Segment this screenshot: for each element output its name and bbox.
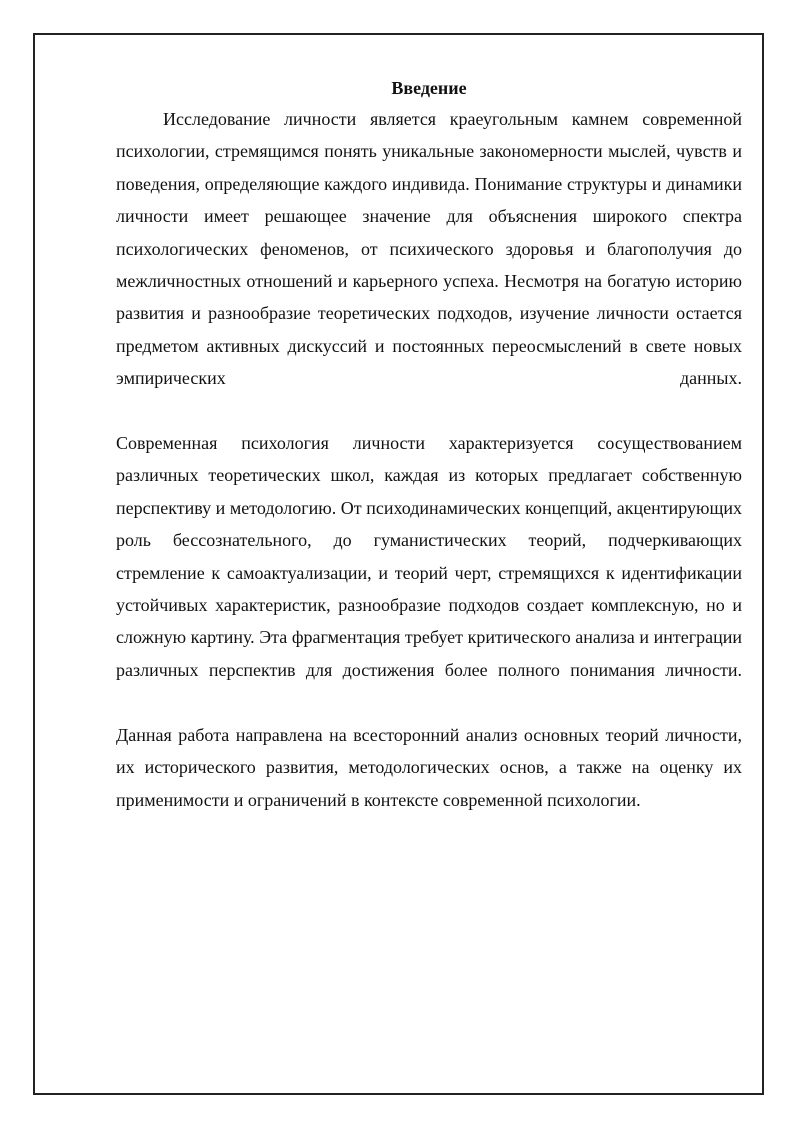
paragraph-gap — [116, 395, 742, 427]
paragraph-intro: Исследование личности является краеугольным камнем современной психологии, стремящимся понять уникальные закономерности мыслей, чувств и поведения, определяющие каждого индивида. Понимание структуры и динамики личности имеет решающее значение для объяснения широкого спектра психологических феноменов, от психического здоровья и благополучия до межличностных отношений и карьерного успеха. Несмотря на богатую историю развития и разнообразие теоретических подходов, изучение личности остается предметом активных дискуссий и постоянных переосмыслений в свете новых эмпирических данных. — [116, 109, 742, 389]
document-body — [116, 73, 742, 816]
paragraph-schools: Современная психология личности характеризуется сосуществованием различных теоретических школ, каждая из которых предлагает собственную перспективу и методологию. От психодинамических концепций, акцентирующих роль бессознательного, до гуманистических теорий, подчеркивающих стремление к самоактуализации, и теорий черт, стремящихся к идентификации устойчивых характеристик, разнообразие подходов создает комплексную, но и сложную картину. Эта фрагментация требует критического анализа и интеграции различных перспектив для достижения более полного понимания личности. — [116, 433, 742, 680]
paragraph-aim: Данная работа направлена на всесторонний анализ основных теорий личности, их исторического развития, методологических основ, а также на оценку их применимости и ограничений в контексте современной психологии. — [116, 724, 742, 810]
page-title: Введение — [391, 78, 467, 98]
paragraph-gap — [116, 686, 742, 718]
